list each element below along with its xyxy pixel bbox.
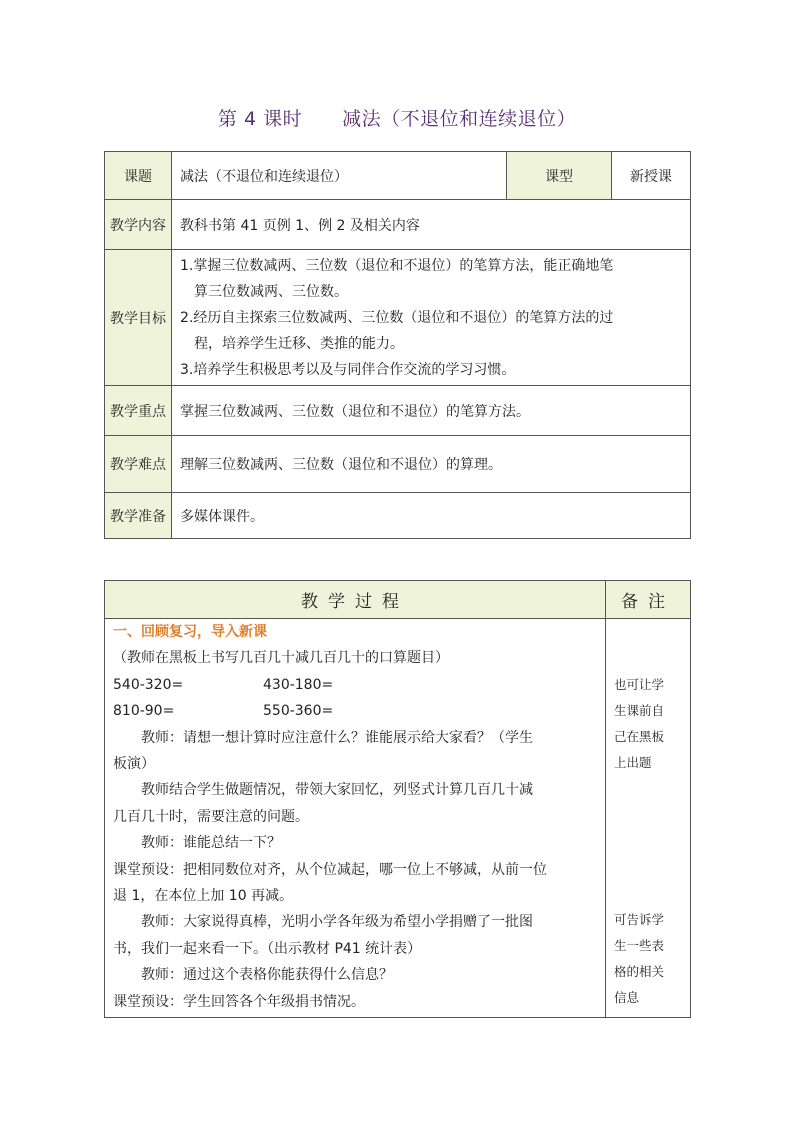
note-line: 生课前自: [614, 703, 665, 718]
dialogue-line: 教师：大家说得真棒，光明小学各年级为希望小学捐赠了一批图: [141, 914, 533, 931]
info-row-topic: [105, 152, 691, 200]
dialogue-line: 课堂预设：把相同数位对齐，从个位减起，哪一位上不够减，从前一位: [113, 861, 547, 878]
note-line: 生一些表: [614, 938, 665, 953]
calc-row: [113, 698, 597, 724]
note-line: 上出题: [614, 755, 652, 770]
info-row-difficulty: [105, 436, 691, 493]
info-row-goals: [105, 250, 691, 386]
goal-line: 3.培养学生积极思考以及与同伴合作交流的学习习惯。: [180, 361, 516, 378]
note-block: [614, 907, 686, 1011]
notes-content: [606, 619, 691, 1018]
lesson-title: [0, 104, 794, 131]
info-row-content: [105, 200, 691, 250]
goal-line: 1.掌握三位数减两、三位数（退位和不退位）的笔算方法，能正确地笔: [180, 257, 614, 274]
dialogue-line: 教师：请想一想计算时应注意什么？谁能展示给大家看？（学生: [141, 729, 533, 746]
calc-item: 810-90=: [113, 703, 175, 720]
lesson-number: 第 4 课时: [217, 108, 303, 130]
section-heading: 一、回顾复习，导入新课: [113, 624, 267, 640]
type-value: 新授课: [612, 152, 691, 200]
dialogue-line: 书，我们一起来看一下。（出示教材 P41 统计表）: [113, 940, 422, 957]
notes-header: 备注: [606, 581, 691, 619]
goal-line: 算三位数减两、三位数。: [194, 283, 348, 300]
goal-line: 2.经历自主探索三位数减两、三位数（退位和不退位）的笔算方法的过: [180, 309, 614, 326]
calc-item: 430-180=: [263, 676, 334, 693]
note-line: 己在黑板: [614, 729, 665, 744]
info-row-key: [105, 386, 691, 436]
dialogue-line: 课堂预设：学生回答各个年级捐书情况。: [113, 993, 365, 1010]
info-row-prep: [105, 493, 691, 539]
dialogue-line: 板演）: [113, 756, 155, 773]
calc-row: [113, 672, 597, 698]
goal-line: 程，培养学生迁移、类推的能力。: [194, 335, 404, 352]
dialogue-line: 几百几十时，需要注意的问题。: [113, 808, 309, 825]
prep-label: 教学准备: [105, 493, 172, 539]
dialogue-line: 教师：谁能总结一下？: [141, 835, 281, 852]
process-header: 教学过程: [105, 581, 606, 619]
calc-item: 550-360=: [263, 703, 334, 720]
type-label: 课型: [507, 152, 612, 200]
note-line: 信息: [614, 990, 640, 1005]
difficulty-value: 理解三位数减两、三位数（退位和不退位）的算理。: [172, 436, 691, 493]
prep-value: 多媒体课件。: [172, 493, 691, 539]
topic-value: 减法（不退位和连续退位）: [172, 152, 507, 200]
note-line: 也可让学: [614, 677, 665, 692]
process-content: [105, 619, 606, 1018]
note-line: 格的相关: [614, 964, 665, 979]
content-value: 教科书第 41 页例 1、例 2 及相关内容: [172, 200, 691, 250]
note-block: [614, 672, 686, 776]
key-label: 教学重点: [105, 386, 172, 436]
topic-label: 课题: [105, 152, 172, 200]
lesson-info-table: [104, 151, 691, 539]
dialogue-line: 退 1，在本位上加 10 再减。: [113, 888, 294, 905]
goals-list: [172, 250, 691, 386]
goals-label: 教学目标: [105, 250, 172, 386]
key-value: 掌握三位数减两、三位数（退位和不退位）的笔算方法。: [172, 386, 691, 436]
lesson-topic: 减法（不退位和连续退位）: [342, 108, 577, 130]
process-body-row: [105, 619, 691, 1018]
teaching-process-table: [104, 580, 691, 1018]
difficulty-label: 教学难点: [105, 436, 172, 493]
calc-item: 540-320=: [113, 676, 184, 693]
intro-line: （教师在黑板上书写几百几十减几百几十的口算题目）: [113, 650, 449, 667]
dialogue-line: 教师结合学生做题情况，带领大家回忆，列竖式计算几百几十减: [141, 782, 533, 799]
content-label: 教学内容: [105, 200, 172, 250]
dialogue-line: 教师：通过这个表格你能获得什么信息？: [141, 967, 393, 984]
note-line: 可告诉学: [614, 912, 665, 927]
process-header-row: [105, 581, 691, 619]
dialogue-lines: [113, 725, 597, 1015]
